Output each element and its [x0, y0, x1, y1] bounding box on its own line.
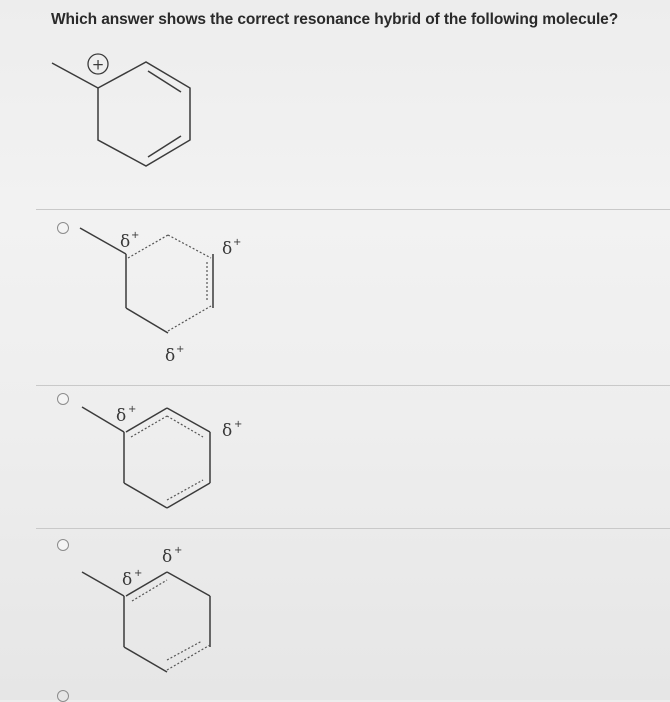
double-bond-bottom — [148, 136, 181, 157]
delta-symbol: δ — [116, 406, 127, 426]
plus-superscript: + — [233, 237, 242, 248]
plus-superscript: + — [134, 568, 143, 579]
delta-symbol: δ — [165, 346, 176, 366]
plus-superscript: + — [234, 419, 243, 430]
ring-outline — [98, 62, 190, 166]
question-text: Which answer shows the correct resonance hybrid of the following molecule? — [51, 11, 619, 28]
delta-symbol: δ — [122, 570, 133, 590]
delta-symbol: δ — [162, 547, 173, 567]
plus-superscript: + — [174, 545, 183, 556]
double-bond-top — [148, 71, 181, 92]
plus-superscript: + — [128, 404, 137, 415]
option-b-molecule — [0, 385, 300, 528]
plus-superscript: + — [176, 344, 185, 355]
delta-symbol: δ — [120, 232, 131, 252]
option-a-molecule — [0, 209, 300, 385]
plus-superscript: + — [131, 230, 140, 241]
delta-symbol: δ — [222, 421, 233, 441]
radio-button-icon[interactable] — [57, 690, 69, 702]
charge-symbol: + — [91, 55, 105, 74]
question-molecule — [0, 40, 300, 190]
option-c-molecule — [0, 528, 300, 688]
delta-symbol: δ — [222, 239, 233, 259]
